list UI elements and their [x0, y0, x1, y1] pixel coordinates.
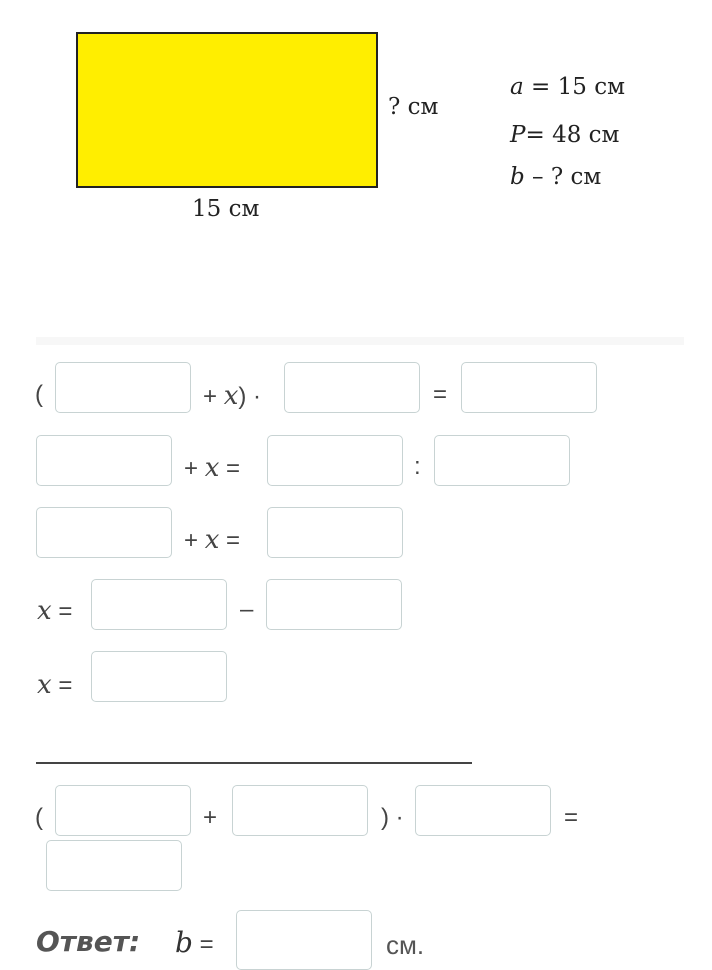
input-r6-2[interactable] — [232, 785, 368, 836]
equals-sign: = — [199, 931, 214, 958]
given-b — [510, 164, 601, 190]
input-r1-1[interactable] — [55, 362, 191, 413]
plus-sign: + — [184, 455, 205, 482]
minus-sign: – — [240, 596, 254, 623]
input-r4-2[interactable] — [266, 579, 402, 630]
open-paren: ( — [35, 381, 43, 408]
divider-line — [36, 762, 472, 764]
given-b-value: – ? см — [532, 164, 602, 190]
input-r3-1[interactable] — [36, 507, 172, 558]
plus-x-eq — [184, 527, 240, 553]
close-paren-dot: ) · — [381, 804, 404, 831]
var-x: x — [223, 381, 239, 411]
yellow-rectangle — [76, 32, 378, 188]
input-r6-1[interactable] — [55, 785, 191, 836]
equals-sign: = — [51, 598, 73, 625]
given-a — [510, 74, 625, 100]
var-b: b — [510, 164, 525, 190]
input-r2-3[interactable] — [434, 435, 570, 486]
equals-sign: = — [51, 672, 73, 699]
plus-x-close — [203, 383, 261, 409]
input-r2-2[interactable] — [267, 435, 403, 486]
answer-unit: см. — [386, 930, 425, 960]
input-r6-4[interactable] — [46, 840, 182, 891]
x-eq — [37, 598, 72, 624]
equals-sign: = — [219, 527, 241, 554]
plus-sign: + — [184, 527, 205, 554]
input-r6-3[interactable] — [415, 785, 551, 836]
answer-b-eq — [175, 926, 214, 959]
equals-sign: = — [219, 455, 241, 482]
var-x: x — [37, 596, 52, 626]
input-r1-3[interactable] — [461, 362, 597, 413]
colon-sign: : — [414, 453, 421, 480]
var-p: P — [510, 122, 526, 148]
plus-sign: + — [203, 804, 218, 831]
side-b-label: ? см — [388, 94, 439, 120]
given-p-value: = 48 см — [525, 122, 620, 148]
var-b: b — [175, 926, 193, 959]
section-separator — [36, 337, 684, 345]
given-p — [510, 122, 619, 148]
var-x: x — [204, 525, 220, 555]
plus-x-eq — [184, 455, 240, 481]
answer-input[interactable] — [236, 910, 372, 970]
var-x: x — [204, 453, 220, 483]
input-r5-1[interactable] — [91, 651, 227, 702]
answer-label: Ответ: — [36, 925, 141, 958]
input-r1-2[interactable] — [284, 362, 420, 413]
var-x: x — [37, 670, 52, 700]
input-r2-1[interactable] — [36, 435, 172, 486]
var-a: a — [510, 74, 524, 100]
equals-sign: = — [433, 381, 448, 408]
close-paren-dot: ) · — [238, 383, 262, 410]
side-a-label: 15 см — [192, 196, 260, 222]
input-r4-1[interactable] — [91, 579, 227, 630]
input-r3-2[interactable] — [267, 507, 403, 558]
equals-sign: = — [564, 804, 579, 831]
x-eq — [37, 672, 72, 698]
open-paren: ( — [35, 804, 43, 831]
given-a-value: = 15 см — [531, 74, 625, 100]
plus-sign: + — [203, 383, 224, 410]
